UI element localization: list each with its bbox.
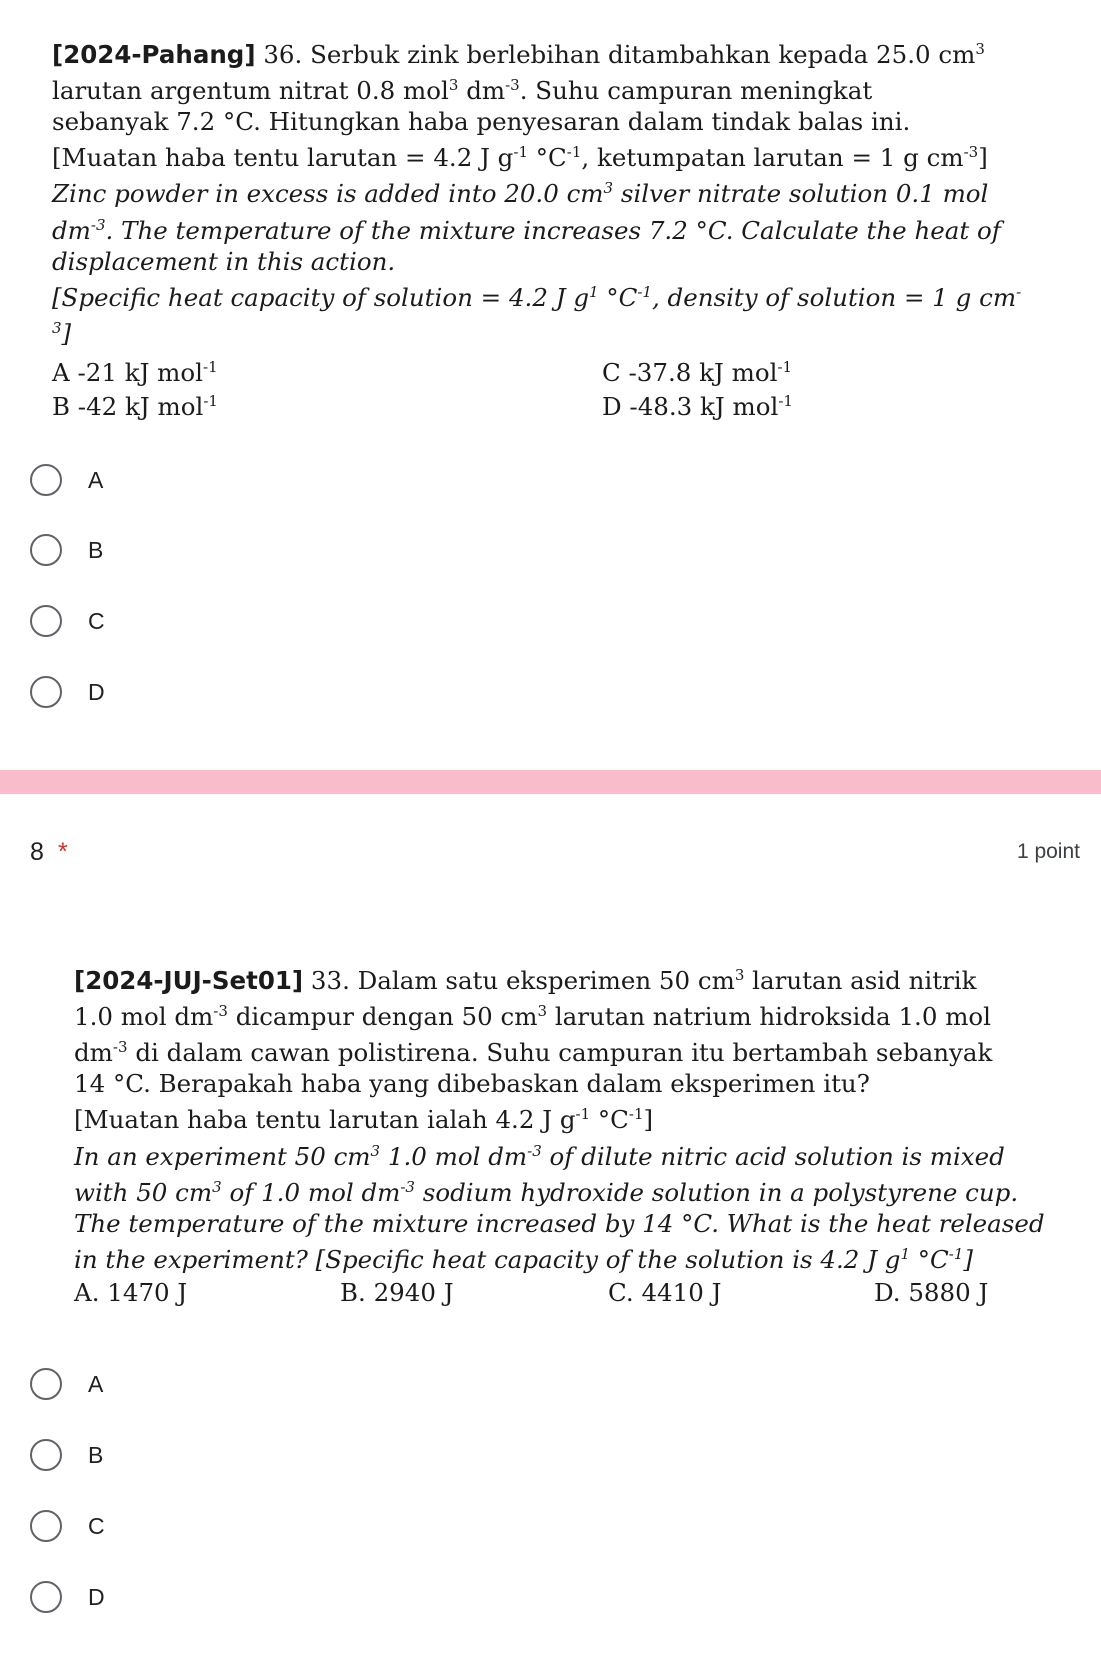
q8-option-c[interactable] — [30, 1504, 430, 1548]
q7-line: Zinc powder in excess is added into 20.0 $cm^3$ silver nitrate solution 0.1 mol — [52, 179, 989, 209]
option-label: C — [88, 1512, 105, 1539]
q8-option-d[interactable] — [30, 1575, 430, 1619]
question-7-image — [52, 34, 1052, 349]
q8-line: in the experiment? [Specific heat capacity of the solution is 4.2 J $g^1$ $^\circ C^{-1}$] — [74, 1244, 973, 1275]
q7-option-d[interactable] — [30, 670, 430, 714]
radio-button[interactable] — [30, 1439, 62, 1471]
q7-option-a[interactable] — [30, 458, 430, 502]
radio-button[interactable] — [30, 534, 62, 566]
radio-button[interactable] — [30, 676, 62, 708]
q8-option-b[interactable] — [30, 1433, 430, 1477]
q8-option-a[interactable] — [30, 1362, 430, 1406]
radio-button[interactable] — [30, 1581, 62, 1613]
q7-line: [Specific heat capacity of solution = 4.2 J $g^1$ $^\circ C^{-1}$, density of solution = 1 g cm- — [52, 282, 1022, 312]
q7-line: displacement in this action. — [52, 246, 396, 276]
q8-line: 14 °C. Berapakah haba yang dibebaskan dalam eksperimen itu? — [74, 1069, 870, 1099]
radio-button[interactable] — [30, 605, 62, 637]
q7-answer-b: B -42 kJ mol$^{-1}$ — [52, 392, 218, 422]
q7-answer-c: C -37.8 kJ mol$^{-1}$ — [602, 358, 793, 388]
q8-line: $dm^{-3}$ di dalam cawan polistirena. Suhu campuran itu bertambah sebanyak — [74, 1038, 993, 1068]
q8-answer-c: C. 4410 J — [608, 1278, 722, 1307]
question-points: 1 point — [1016, 840, 1080, 863]
question-number: 8 — [30, 838, 44, 866]
q7-line: sebanyak 7.2 °C. Hitungkan haba penyesaran dalam tindak balas ini. — [52, 107, 911, 137]
option-label: B — [88, 1441, 104, 1468]
option-label: A — [88, 466, 104, 493]
q7-line: $dm^{-3}$. The temperature of the mixture increases 7.2 °C. Calculate the heat of — [52, 215, 1001, 245]
question-8-header — [30, 838, 1080, 878]
q7-line: [2024-Pahang] 36. Serbuk zink berlebihan ditambahkan kepada 25.0 $cm^3$ — [52, 40, 985, 70]
option-label: A — [88, 1370, 104, 1397]
q7-answer-list — [52, 358, 1052, 438]
q8-answer-d: D. 5880 J — [874, 1278, 989, 1307]
option-label: D — [88, 1583, 105, 1610]
q8-line: The temperature of the mixture increased by 14 °C. What is the heat released — [74, 1208, 1045, 1238]
question-8-image — [74, 960, 1064, 1275]
required-asterisk: * — [58, 838, 68, 866]
q7-line: [Muatan haba tentu larutan = 4.2 J $g^{-1}$ $^\circ C^{-1}$, ketumpatan larutan = 1 g $cm^{-3}$] — [52, 143, 988, 173]
radio-button[interactable] — [30, 1368, 62, 1400]
q7-line: $^3$] — [52, 318, 72, 349]
option-label: D — [88, 678, 105, 705]
q8-answer-list — [74, 1278, 1074, 1314]
q8-line: with 50 $cm^3$ of 1.0 mol $dm^{-3}$ sodium hydroxide solution in a polystyrene cup. — [74, 1177, 1019, 1207]
q7-answer-d: D -48.3 kJ mol$^{-1}$ — [602, 392, 793, 422]
q8-answer-b: B. 2940 J — [340, 1278, 454, 1307]
q7-line: larutan argentum nitrat 0.8 mol$^3$ $dm^{-3}$. Suhu campuran meningkat — [52, 76, 873, 106]
q7-option-c[interactable] — [30, 599, 430, 643]
q7-option-b[interactable] — [30, 528, 430, 572]
radio-button[interactable] — [30, 464, 62, 496]
option-label: C — [88, 607, 105, 634]
q8-line: 1.0 mol $dm^{-3}$ dicampur dengan 50 $cm^3$ larutan natrium hidroksida 1.0 mol — [74, 1002, 992, 1032]
q8-answer-a: A. 1470 J — [74, 1278, 188, 1307]
q8-line: [Muatan haba tentu larutan ialah 4.2 J $g^{-1}$ $^\circ C^{-1}$] — [74, 1105, 654, 1135]
q7-answer-a: A -21 kJ mol$^{-1}$ — [52, 358, 218, 388]
q8-line: [2024-JUJ-Set01] 33. Dalam satu eksperimen 50 $cm^3$ larutan asid nitrik — [74, 966, 977, 996]
q8-line: In an experiment 50 $cm^3$ 1.0 mol $dm^{-3}$ of dilute nitric acid solution is mixed — [74, 1141, 1005, 1171]
radio-button[interactable] — [30, 1510, 62, 1542]
option-label: B — [88, 536, 104, 563]
section-divider — [0, 770, 1101, 794]
